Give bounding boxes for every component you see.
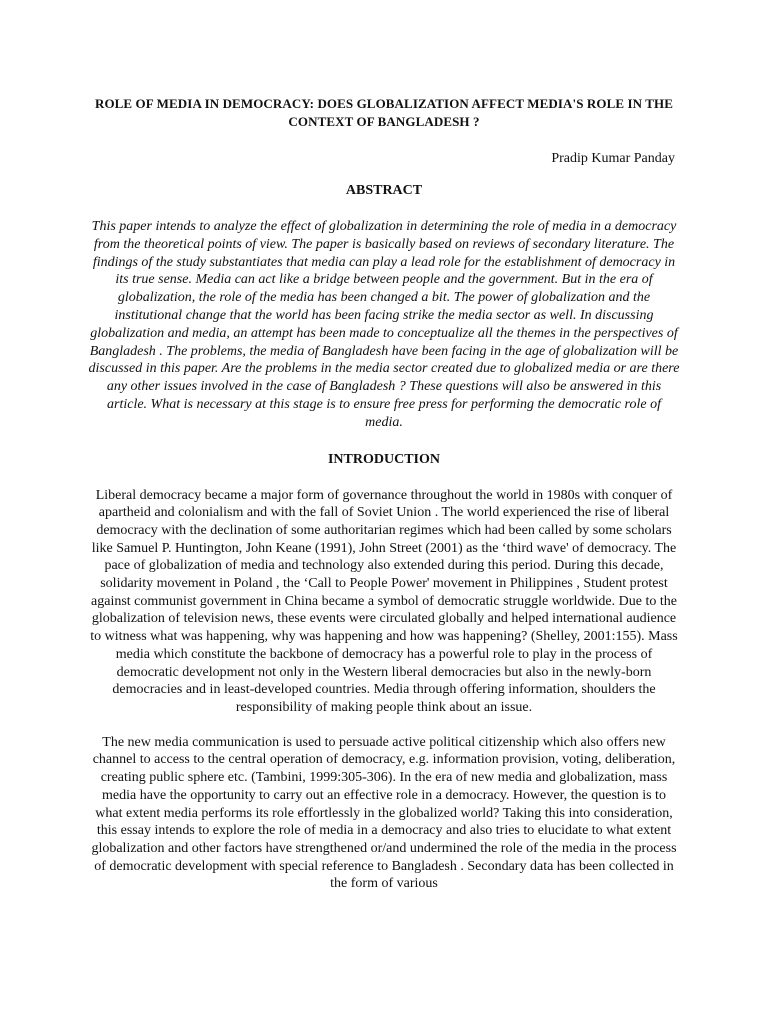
paper-title: ROLE OF MEDIA IN DEMOCRACY: DOES GLOBALIZATION AFFECT MEDIA'S ROLE IN THE CONTEXT OF BANGLADESH ? — [94, 96, 674, 129]
introduction-paragraph-1: Liberal democracy became a major form of governance throughout the world in 1980s with conquer of apartheid and colonialism and with the fall of Soviet Union . The world experienced the rise of liberal democracy with the declination of some authoritarian regimes which had been called by some scholars like Samuel P. Huntington, John Keane (1991), John Street (2001) as the ‘third wave' of democracy. The pace of globalization of media and technology also extended during this period. During this decade, solidarity movement in Poland , the ‘Call to People Power' movement in Philippines , Student protest against communist government in China became a symbol of democratic struggle worldwide. Due to the globalization of television news, these events were circulated globally and helped international audience to witness what was happening, why was happening and how was happening? (Shelley, 2001:155). Mass media which constitute the backbone of democracy has a powerful role to play in the process of democratic development not only in the Western liberal democracies but also in the newly-born democracies and in least-developed countries. Media through offering information, shoulders the responsibility of making people think about an issue. — [90, 487, 678, 715]
abstract-text: This paper intends to analyze the effect of globalization in determining the role of media in a democracy from the theoretical points of view. The paper is basically based on reviews of secondary literature. The findings of the study substantiates that media can play a lead role for the establishment of democracy in its true sense. Media can act like a bridge between people and the government. But in the era of globalization, the role of the media has been changed a bit. The power of globalization and the institutional change that the world has been facing strike the media sector as well. In discussing globalization and media, an attempt has been made to conceptualize all the themes in the perspectives of Bangladesh . The problems, the media of Bangladesh have been facing in the age of globalization will be discussed in this paper. Are the problems in the media sector created due to globalized media or are there any other issues involved in the case of Bangladesh ? These questions will also be answered in this article. What is necessary at this stage is to ensure free press for performing the democratic role of media. — [88, 219, 680, 430]
document-page — [88, 95, 680, 907]
introduction-paragraph-2: The new media communication is used to persuade active political citizenship which also offers new channel to access to the central operation of democracy, e.g. information provision, voting, deliberation, creating public sphere etc. (Tambini, 1999:305-306). In the era of new media and globalization, mass media have the opportunity to carry out an effective role in a democracy. However, the question is to what extent media performs its role effortlessly in the globalized world? Taking this into consideration, this essay intends to explore the role of media in a democracy and also tries to elucidate to what extent globalization and other factors have strengthened or/and undermined the role of the media in the process of democratic development with special reference to Bangladesh . Secondary data has been collected in the form of various — [91, 734, 677, 892]
author-name: Pradip Kumar Panday — [551, 151, 675, 166]
introduction-heading: INTRODUCTION — [327, 451, 440, 467]
abstract-heading: ABSTRACT — [345, 183, 423, 198]
